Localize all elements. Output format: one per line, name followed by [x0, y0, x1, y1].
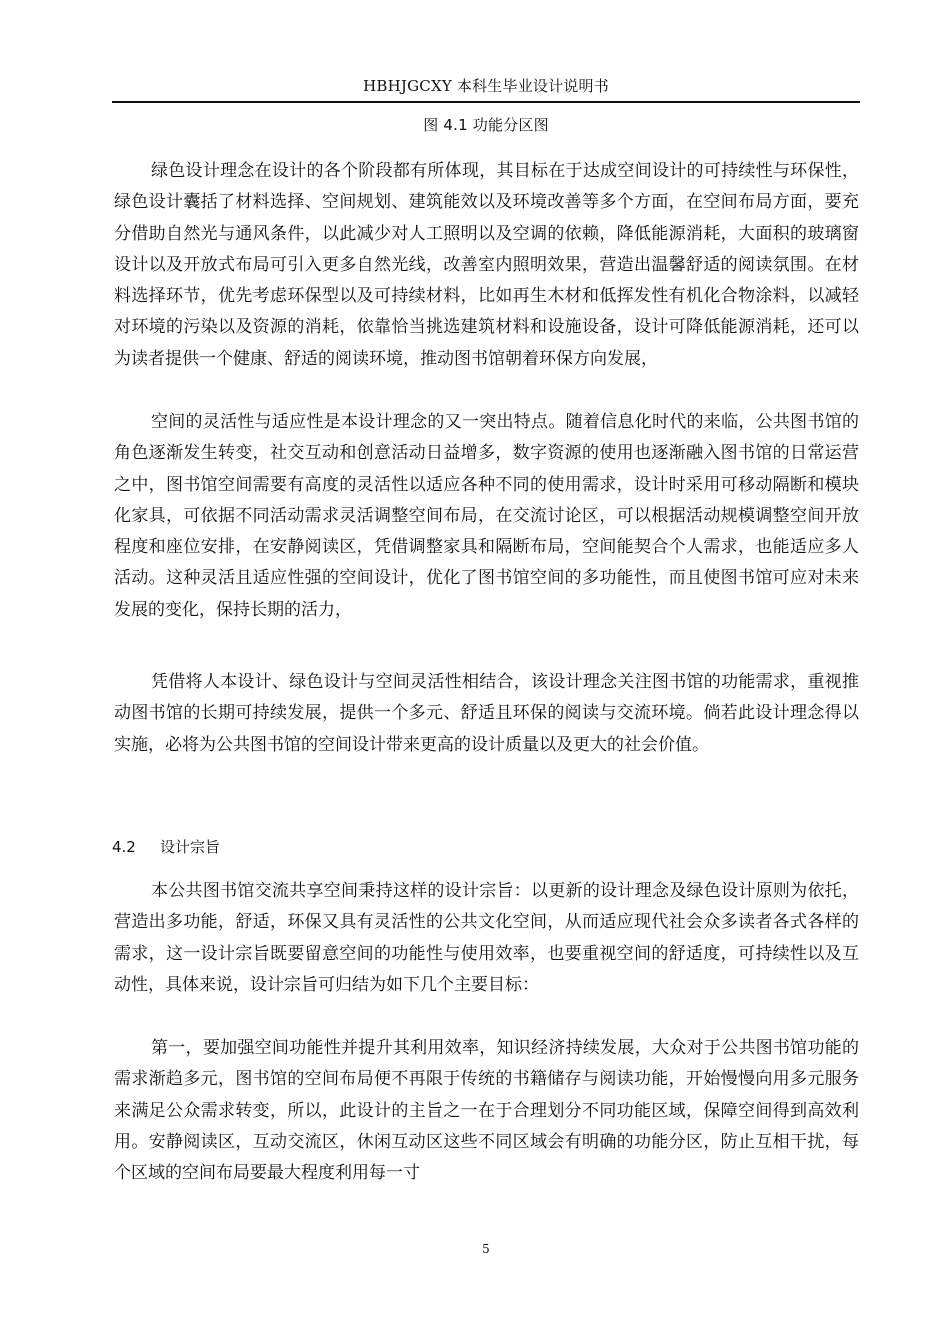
- section-title: 设计宗旨: [160, 838, 221, 856]
- figure-caption: 图 4.1 功能分区图: [423, 116, 549, 134]
- paragraph-conclusion: 凭借将人本设计、绿色设计与空间灵活性相结合，该设计理念关注图书馆的功能需求，重视推动图书馆的长期可持续发展，提供一个多元、舒适且环保的阅读与交流环境。倘若此设计理念得以实施，必将为公共图书馆的空间设计带来更高的设计质量以及更大的社会价值。: [114, 672, 859, 755]
- paragraph-design-purpose: 本公共图书馆交流共享空间秉持这样的设计宗旨：以更新的设计理念及绿色设计原则为依托，营造出多功能，舒适，环保又具有灵活性的公共文化空间，从而适应现代社会众多读者各式各样的需求，这一设计宗旨既要留意空间的功能性与使用效率，也要重视空间的舒适度，可持续性以及互动性，具体来说，设计宗旨可归结为如下几个主要目标：: [114, 881, 859, 995]
- paragraph-green-design: 绿色设计理念在设计的各个阶段都有所体现，其目标在于达成空间设计的可持续性与环保性，绿色设计囊括了材料选择、空间规划、建筑能效以及环境改善等多个方面，在空间布局方面，要充分借助自然光与通风条件，以此减少对人工照明以及空调的依赖，降低能源消耗，大面积的玻璃窗设计以及开放式布局可引入更多自然光线，改善室内照明效果，营造出温馨舒适的阅读氛围。在材料选择环节，优先考虑环保型以及可持续材料，比如再生木材和低挥发性有机化合物涂料，以减轻对环境的污染以及资源的消耗，依靠恰当挑选建筑材料和设施设备，设计可降低能源消耗，还可以为读者提供一个健康、舒适的阅读环境，推动图书馆朝着环保方向发展，: [114, 161, 859, 369]
- paragraph-first-goal: 第一，要加强空间功能性并提升其利用效率，知识经济持续发展，大众对于公共图书馆功能的需求渐趋多元，图书馆的空间布局便不再限于传统的书籍储存与阅读功能，开始慢慢向用多元服务来满足公众需求转变，所以，此设计的主旨之一在于合理划分不同功能区域，保障空间得到高效利用。安静阅读区，互动交流区，休闲互动区这些不同区域会有明确的功能分区，防止互相干扰，每个区域的空间布局要最大程度利用每一寸: [114, 1038, 859, 1184]
- paragraph-flexibility: 空间的灵活性与适应性是本设计理念的又一突出特点。随着信息化时代的来临，公共图书馆的角色逐渐发生转变，社交互动和创意活动日益增多，数字资源的使用也逐渐融入图书馆的日常运营之中，图书馆空间需要有高度的灵活性以适应各种不同的使用需求，设计时采用可移动隔断和模块化家具，可依据不同活动需求灵活调整空间布局，在交流讨论区，可以根据活动规模调整空间开放程度和座位安排，在安静阅读区，凭借调整家具和隔断布局，空间能契合个人需求，也能适应多人活动。这种灵活且适应性强的空间设计，优化了图书馆空间的多功能性，而且使图书馆可应对未来发展的变化，保持长期的活力，: [114, 412, 859, 620]
- page-number: 5: [482, 1242, 490, 1256]
- section-heading: [112, 834, 512, 860]
- running-header: HBHJGCXY 本科生毕业设计说明书: [112, 72, 860, 103]
- section-number: 4.2: [112, 838, 136, 856]
